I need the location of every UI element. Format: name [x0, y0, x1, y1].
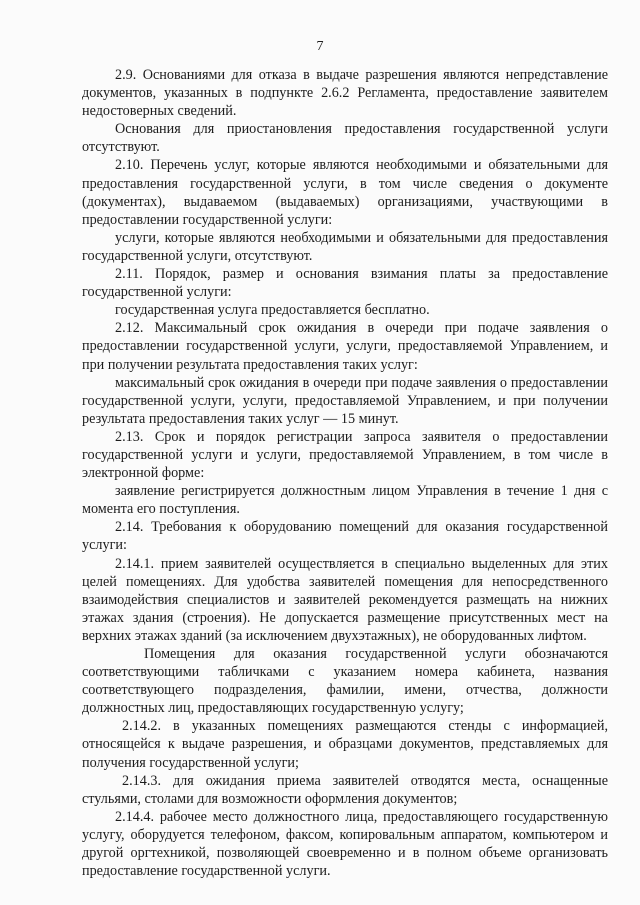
paragraph-2-11: 2.11. Порядок, размер и основания взимания платы за предоставление государственной услуги:	[82, 266, 608, 301]
paragraph-2-14-3: 2.14.3. для ожидания приема заявителей отводятся места, оснащенные стульями, столами для возможности оформления документов;	[82, 772, 608, 807]
paragraph-suspension-grounds: Основания для приостановления предоставления государственной услуги отсутствуют.	[82, 121, 608, 156]
paragraph-2-12-answer: максимальный срок ожидания в очереди при подаче заявления о предоставлении государственной услуги, услуги, предоставляемой Управлением, и при получении результата предоставления таких услуг — 15 минут.	[82, 374, 608, 427]
paragraph-2-10: 2.10. Перечень услуг, которые являются необходимыми и обязательными для предоставления государственной услуги, в том числе сведения о документе (документах), выдаваемом (выдаваемых) организациями, участвующими в предоставлении государственной услуги:	[82, 157, 608, 228]
document-body	[82, 66, 608, 880]
paragraph-2-14: 2.14. Требования к оборудованию помещений для оказания государственной услуги:	[82, 519, 608, 554]
paragraph-2-13-answer: заявление регистрируется должностным лицом Управления в течение 1 дня с момента его поступления.	[82, 483, 608, 518]
paragraph-2-11-answer: государственная услуга предоставляется бесплатно.	[115, 302, 430, 319]
paragraph-2-12: 2.12. Максимальный срок ожидания в очереди при подаче заявления о предоставлении государственной услуги, услуги, предоставляемой Управлением, и при получении результата предоставления таких услуг:	[82, 320, 608, 373]
paragraph-2-9: 2.9. Основаниями для отказа в выдаче разрешения являются непредставление документов, указанных в подпункте 2.6.2 Регламента, предоставление заявителем недостоверных сведений.	[82, 67, 608, 120]
paragraph-premises-signage: Помещения для оказания государственной услуги обозначаются соответствующими табличками с указанием номера кабинета, названия соответствующего подразделения, фамилии, имени, отчества, должности должностных лиц, предоставляющих государственную услугу;	[82, 646, 608, 717]
paragraph-2-14-4: 2.14.4. рабочее место должностного лица, предоставляющего государственную услугу, оборудуется телефоном, факсом, копировальным аппаратом, компьютером и другой оргтехникой, позволяющей своевременно и в полном объеме организовать предоставление государственной услуги.	[82, 808, 608, 880]
paragraph-2-10-answer: услуги, которые являются необходимыми и обязательными для предоставления государственной услуги, отсутствуют.	[82, 229, 608, 264]
paragraph-2-13: 2.13. Срок и порядок регистрации запроса заявителя о предоставлении государственной услуги и услуги, предоставляемой Управлением, в том числе в электронной форме:	[82, 428, 608, 482]
page-number: 7	[316, 39, 324, 54]
paragraph-2-14-2: 2.14.2. в указанных помещениях размещаются стенды с информацией, относящейся к выдаче разрешения, и образцами документов, представляемых для получения государственной услуги;	[82, 718, 608, 771]
paragraph-2-14-1: 2.14.1. прием заявителей осуществляется в специально выделенных для этих целей помещениях. Для удобства заявителей помещения для непосредственного взаимодействия специалистов и заявителей рекомендуется размещать на нижних этажах здания (строения). Не допускается размещение присутственных мест на верхних этажах зданий (за исключением двухэтажных), не оборудованных лифтом.	[82, 555, 608, 644]
